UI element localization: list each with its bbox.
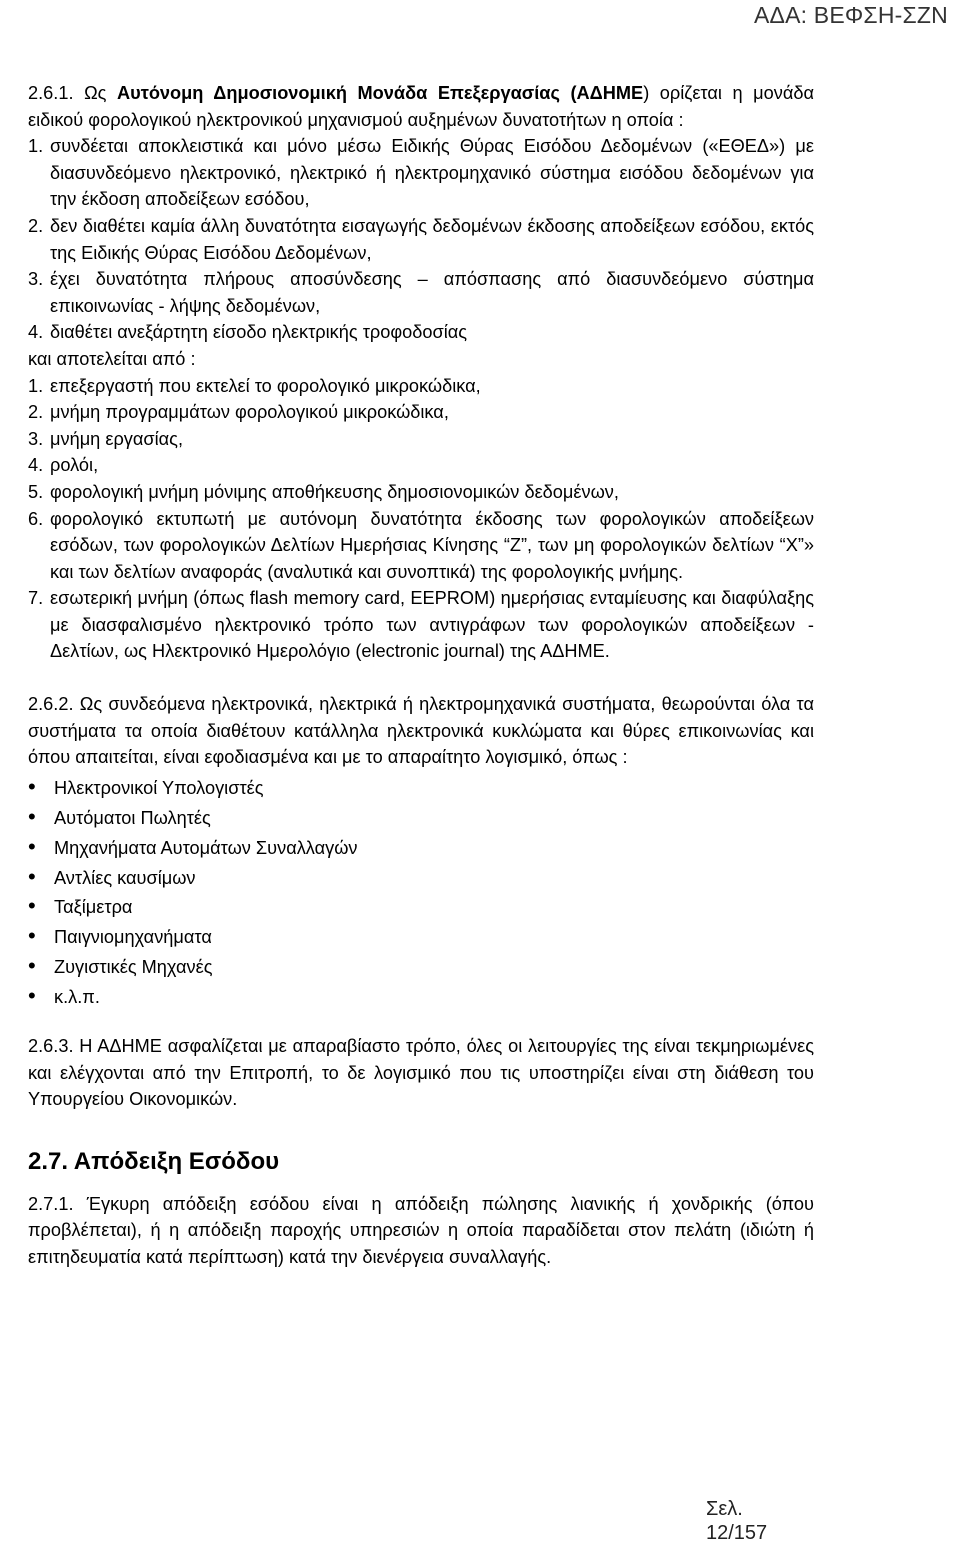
list-item-text: Ταξίμετρα: [54, 897, 133, 918]
list-item: [28, 213, 814, 266]
list-item-text: συνδέεται αποκλειστικά και μόνο μέσω Ειδικής Θύρας Εισόδου Δεδομένων («ΕΘΕΔ») με διασυνδεόμενο ηλεκτρονικό, ηλεκτρικό ή ηλεκτρομηχανικό σύστημα εισόδου δεδομένων για την έκδοση αποδείξεων εσόδου,: [50, 136, 814, 210]
list-item-text: μνήμη προγραμμάτων φορολογικού μικροκώδικα,: [50, 402, 449, 423]
list-item: [28, 804, 814, 832]
list-item: [28, 864, 814, 892]
list-item-number: 1.: [28, 136, 44, 157]
list-item-text: έχει δυνατότητα πλήρους αποσύνδεσης – απόσπασης από διασυνδεόμενο σύστημα επικοινωνίας - λήψης δεδομένων,: [50, 269, 814, 316]
list-item-text: Παιγνιομηχανήματα: [54, 927, 212, 948]
list-item-text: διαθέτει ανεξάρτητη είσοδο ηλεκτρικής τροφοδοσίας: [50, 322, 468, 343]
bullet-icon: [28, 804, 54, 831]
section-2-6-1-number: 2.6.1. Ως: [28, 83, 117, 103]
document-id-header: ΑΔΑ: ΒΕΦΣΗ-ΣΖΝ: [753, 2, 948, 28]
list-item-number: 7.: [28, 588, 44, 609]
list-item-number: 2.: [28, 215, 44, 236]
list-item-number: 3.: [28, 269, 44, 290]
list-item-text: Αυτόματοι Πωλητές: [54, 807, 211, 828]
section-2-6-2-paragraph: 2.6.2. Ως συνδεόμενα ηλεκτρονικά, ηλεκτρικά ή ηλεκτρομηχανικά συστήματα, θεωρούνται όλα τα συστήματα τα οποία διαθέτουν κατάλληλα ηλεκτρονικά κυκλώματα και θύρες επικοινωνίας και όπου απαιτείται, είναι εφοδιασμένα και με το απαραίτητο λογισμικό, όπως :: [28, 694, 814, 768]
list-item: [28, 506, 814, 586]
list-item: [28, 399, 814, 426]
bullet-icon: [28, 983, 54, 1010]
page-number: 12/157: [706, 1522, 768, 1544]
list-item: [28, 479, 814, 506]
list-item-text: Ηλεκτρονικοί Υπολογιστές: [54, 777, 264, 798]
list-item: [28, 585, 814, 665]
list-item-text: μνήμη εργασίας,: [50, 428, 183, 449]
bullet-icon: [28, 834, 54, 861]
bullet-icon: [28, 774, 54, 801]
list-item: [28, 834, 814, 862]
document-body: [28, 80, 814, 1271]
components-list: [28, 373, 814, 666]
list-item-text: εσωτερική μνήμη (όπως flash memory card, EEPROM) ημερήσιας ενταμίευσης και διαφύλαξης με διασφαλισμένο ηλεκτρονικό τρόπο των αντιγράφων των φορολογικών αποδείξεων - Δελτίων, ως Ηλεκτρονικό Ημερολόγιο (electronic journal) της ΑΔΗΜΕ.: [50, 588, 814, 662]
list-item-text: φορολογική μνήμη μόνιμης αποθήκευσης δημοσιονομικών δεδομένων,: [50, 481, 619, 502]
section-2-6-3-paragraph: 2.6.3. Η ΑΔΗΜΕ ασφαλίζεται με απαραβίαστο τρόπο, όλες οι λειτουργίες της είναι τεκμηριωμένες και ελέγχονται από την Επιτροπή, το δε λογισμικό που τις υποστηρίζει είναι στη διάθεση του Υπουργείου Οικονομικών.: [28, 1035, 814, 1110]
bullet-icon: [28, 953, 54, 980]
list-item-text: δεν διαθέτει καμία άλλη δυνατότητα εισαγωγής δεδομένων έκδοσης αποδείξεων εσόδου, εκτός της Ειδικής Θύρας Εισόδου Δεδομένων,: [50, 215, 814, 263]
section-2-7-1-paragraph: 2.7.1. Έγκυρη απόδειξη εσόδου είναι η απόδειξη πώλησης λιανικής ή χονδρικής (όπου προβλέπεται), ή η απόδειξη παροχής υπηρεσιών η οποία παραδίδεται στον πελάτη (ιδιώτη ή επιτηδευματία κατά περίπτωση) κατά την διενέργεια συναλλαγής.: [28, 1193, 814, 1267]
list-item-text: Αντλίες καυσίμων: [54, 867, 196, 888]
section-2-7-heading: 2.7. Απόδειξη Εσόδου: [28, 1147, 280, 1175]
list-item: [28, 426, 814, 453]
list-item-text: φορολογικό εκτυπωτή με αυτόνομη δυνατότητα έκδοσης των φορολογικών αποδείξεων εσόδων, των φορολογικών Δελτίων Ημερήσιας Κίνησης “Ζ”, των μη φορολογικών δελτίων “Χ”» και των δελτίων αναφοράς (αναλυτικά και συνοπτικά) της φορολογικής μνήμης.: [50, 508, 814, 582]
features-list: [28, 133, 814, 346]
list-item: [28, 373, 814, 400]
list-item: [28, 774, 814, 802]
list-item-number: 1.: [28, 375, 44, 396]
section-2-6-1-term: Αυτόνομη Δημοσιονομική Μονάδα Επεξεργασίας (ΑΔΗΜΕ: [116, 83, 644, 103]
list-item: [28, 266, 814, 319]
list-item: [28, 133, 814, 213]
list-item-text: κ.λ.π.: [54, 987, 100, 1008]
list-item-number: 6.: [28, 508, 44, 529]
list-item-text: ρολόι,: [50, 455, 99, 476]
consists-of-line: και αποτελείται από :: [28, 348, 196, 369]
list-item-text: Ζυγιστικές Μηχανές: [54, 957, 213, 978]
list-item: [28, 983, 814, 1011]
list-item-number: 5.: [28, 481, 44, 502]
list-item-number: 2.: [28, 402, 44, 423]
list-item-number: 3.: [28, 428, 44, 449]
list-item-number: 4.: [28, 322, 44, 343]
section-2-6-1-intro: [28, 80, 814, 133]
connected-systems-list: [28, 774, 814, 1011]
page-footer: [706, 1497, 767, 1545]
list-item: [28, 452, 814, 479]
bullet-icon: [28, 893, 54, 920]
list-item: [28, 893, 814, 921]
list-item: [28, 923, 814, 951]
list-item: [28, 319, 814, 346]
page-label: Σελ.: [706, 1498, 743, 1520]
section-2-6-1-definition: ) ορίζεται η μονάδα ειδικού φορολογικού ηλεκτρονικού μηχανισμού αυξημένων δυνατοτήτων η οποία :: [28, 83, 814, 130]
bullet-icon: [28, 864, 54, 891]
list-item: [28, 953, 814, 981]
bullet-icon: [28, 923, 54, 950]
list-item-number: 4.: [28, 455, 44, 476]
list-item-text: επεξεργαστή που εκτελεί το φορολογικό μικροκώδικα,: [50, 375, 481, 396]
list-item-text: Μηχανήματα Αυτομάτων Συναλλαγών: [54, 837, 358, 858]
